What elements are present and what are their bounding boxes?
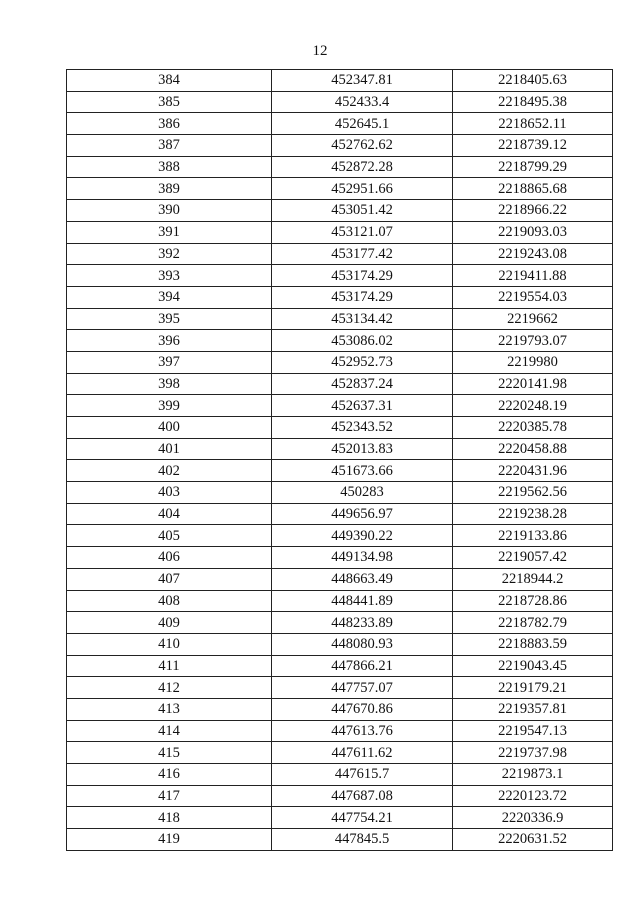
x-coordinate-cell: 447615.7 (272, 764, 453, 786)
y-coordinate-cell: 2219662 (453, 308, 613, 330)
y-coordinate-cell: 2220458.88 (453, 438, 613, 460)
point-number-cell: 399 (67, 395, 272, 417)
x-coordinate-cell: 453174.29 (272, 265, 453, 287)
x-coordinate-cell: 453174.29 (272, 286, 453, 308)
point-number-cell: 388 (67, 156, 272, 178)
y-coordinate-cell: 2218799.29 (453, 156, 613, 178)
table-row (67, 633, 613, 655)
x-coordinate-cell: 447757.07 (272, 677, 453, 699)
x-coordinate-cell: 451673.66 (272, 460, 453, 482)
y-coordinate-cell: 2219133.86 (453, 525, 613, 547)
table-row (67, 460, 613, 482)
x-coordinate-cell: 447613.76 (272, 720, 453, 742)
y-coordinate-cell: 2219737.98 (453, 742, 613, 764)
y-coordinate-cell: 2218739.12 (453, 135, 613, 157)
table-row (67, 829, 613, 851)
point-number-cell: 400 (67, 417, 272, 439)
y-coordinate-cell: 2219554.03 (453, 286, 613, 308)
y-coordinate-cell: 2219057.42 (453, 547, 613, 569)
x-coordinate-cell: 449656.97 (272, 503, 453, 525)
y-coordinate-cell: 2220336.9 (453, 807, 613, 829)
point-number-cell: 416 (67, 764, 272, 786)
y-coordinate-cell: 2219238.28 (453, 503, 613, 525)
table-row (67, 373, 613, 395)
y-coordinate-cell: 2219093.03 (453, 221, 613, 243)
x-coordinate-cell: 452013.83 (272, 438, 453, 460)
x-coordinate-cell: 447845.5 (272, 829, 453, 851)
y-coordinate-cell: 2218405.63 (453, 70, 613, 92)
table-row (67, 590, 613, 612)
x-coordinate-cell: 452872.28 (272, 156, 453, 178)
table-row (67, 698, 613, 720)
table-row (67, 417, 613, 439)
table-row (67, 200, 613, 222)
table-row (67, 330, 613, 352)
x-coordinate-cell: 452343.52 (272, 417, 453, 439)
y-coordinate-cell: 2219793.07 (453, 330, 613, 352)
table-row (67, 655, 613, 677)
point-number-cell: 418 (67, 807, 272, 829)
point-number-cell: 406 (67, 547, 272, 569)
table-row (67, 720, 613, 742)
x-coordinate-cell: 447866.21 (272, 655, 453, 677)
point-number-cell: 412 (67, 677, 272, 699)
point-number-cell: 385 (67, 91, 272, 113)
point-number-cell: 395 (67, 308, 272, 330)
y-coordinate-cell: 2220631.52 (453, 829, 613, 851)
y-coordinate-cell: 2219357.81 (453, 698, 613, 720)
table-row (67, 395, 613, 417)
x-coordinate-cell: 447670.86 (272, 698, 453, 720)
x-coordinate-cell: 452433.4 (272, 91, 453, 113)
point-number-cell: 394 (67, 286, 272, 308)
y-coordinate-cell: 2219179.21 (453, 677, 613, 699)
point-number-cell: 409 (67, 612, 272, 634)
y-coordinate-cell: 2220123.72 (453, 785, 613, 807)
point-number-cell: 419 (67, 829, 272, 851)
y-coordinate-cell: 2218652.11 (453, 113, 613, 135)
point-number-cell: 396 (67, 330, 272, 352)
x-coordinate-cell: 452637.31 (272, 395, 453, 417)
table-row (67, 677, 613, 699)
x-coordinate-cell: 447687.08 (272, 785, 453, 807)
table-row (67, 156, 613, 178)
x-coordinate-cell: 453086.02 (272, 330, 453, 352)
point-number-cell: 404 (67, 503, 272, 525)
point-number-cell: 390 (67, 200, 272, 222)
x-coordinate-cell: 452762.62 (272, 135, 453, 157)
x-coordinate-cell: 449390.22 (272, 525, 453, 547)
point-number-cell: 417 (67, 785, 272, 807)
y-coordinate-cell: 2218782.79 (453, 612, 613, 634)
x-coordinate-cell: 447754.21 (272, 807, 453, 829)
y-coordinate-cell: 2220141.98 (453, 373, 613, 395)
table-row (67, 612, 613, 634)
coordinate-table-body (67, 70, 613, 851)
y-coordinate-cell: 2218728.86 (453, 590, 613, 612)
point-number-cell: 405 (67, 525, 272, 547)
table-row (67, 221, 613, 243)
table-row (67, 286, 613, 308)
table-row (67, 178, 613, 200)
x-coordinate-cell: 452347.81 (272, 70, 453, 92)
y-coordinate-cell: 2218865.68 (453, 178, 613, 200)
table-row (67, 91, 613, 113)
point-number-cell: 401 (67, 438, 272, 460)
x-coordinate-cell: 453121.07 (272, 221, 453, 243)
x-coordinate-cell: 448663.49 (272, 568, 453, 590)
point-number-cell: 387 (67, 135, 272, 157)
point-number-cell: 407 (67, 568, 272, 590)
point-number-cell: 414 (67, 720, 272, 742)
table-row (67, 525, 613, 547)
table-row (67, 482, 613, 504)
point-number-cell: 408 (67, 590, 272, 612)
table-row (67, 764, 613, 786)
x-coordinate-cell: 449134.98 (272, 547, 453, 569)
point-number-cell: 402 (67, 460, 272, 482)
y-coordinate-cell: 2219043.45 (453, 655, 613, 677)
y-coordinate-cell: 2219562.56 (453, 482, 613, 504)
table-row (67, 70, 613, 92)
table-row (67, 547, 613, 569)
table-row (67, 265, 613, 287)
point-number-cell: 386 (67, 113, 272, 135)
x-coordinate-cell: 453177.42 (272, 243, 453, 265)
y-coordinate-cell: 2218883.59 (453, 633, 613, 655)
coordinate-table (66, 69, 613, 851)
y-coordinate-cell: 2219411.88 (453, 265, 613, 287)
y-coordinate-cell: 2220248.19 (453, 395, 613, 417)
x-coordinate-cell: 452951.66 (272, 178, 453, 200)
table-row (67, 785, 613, 807)
y-coordinate-cell: 2219980 (453, 351, 613, 373)
page-number: 12 (312, 43, 328, 59)
table-row (67, 568, 613, 590)
y-coordinate-cell: 2218495.38 (453, 91, 613, 113)
point-number-cell: 397 (67, 351, 272, 373)
table-row (67, 438, 613, 460)
table-row (67, 503, 613, 525)
table-row (67, 807, 613, 829)
point-number-cell: 392 (67, 243, 272, 265)
point-number-cell: 389 (67, 178, 272, 200)
x-coordinate-cell: 448233.89 (272, 612, 453, 634)
x-coordinate-cell: 448080.93 (272, 633, 453, 655)
y-coordinate-cell: 2218966.22 (453, 200, 613, 222)
point-number-cell: 384 (67, 70, 272, 92)
table-row (67, 243, 613, 265)
point-number-cell: 413 (67, 698, 272, 720)
table-row (67, 135, 613, 157)
point-number-cell: 411 (67, 655, 272, 677)
x-coordinate-cell: 450283 (272, 482, 453, 504)
point-number-cell: 415 (67, 742, 272, 764)
point-number-cell: 391 (67, 221, 272, 243)
x-coordinate-cell: 452645.1 (272, 113, 453, 135)
table-row (67, 351, 613, 373)
x-coordinate-cell: 447611.62 (272, 742, 453, 764)
point-number-cell: 403 (67, 482, 272, 504)
point-number-cell: 398 (67, 373, 272, 395)
y-coordinate-cell: 2220385.78 (453, 417, 613, 439)
point-number-cell: 410 (67, 633, 272, 655)
y-coordinate-cell: 2218944.2 (453, 568, 613, 590)
x-coordinate-cell: 453051.42 (272, 200, 453, 222)
x-coordinate-cell: 448441.89 (272, 590, 453, 612)
y-coordinate-cell: 2219243.08 (453, 243, 613, 265)
table-row (67, 308, 613, 330)
table-row (67, 742, 613, 764)
y-coordinate-cell: 2219547.13 (453, 720, 613, 742)
table-row (67, 113, 613, 135)
point-number-cell: 393 (67, 265, 272, 287)
y-coordinate-cell: 2219873.1 (453, 764, 613, 786)
x-coordinate-cell: 452837.24 (272, 373, 453, 395)
x-coordinate-cell: 452952.73 (272, 351, 453, 373)
x-coordinate-cell: 453134.42 (272, 308, 453, 330)
y-coordinate-cell: 2220431.96 (453, 460, 613, 482)
